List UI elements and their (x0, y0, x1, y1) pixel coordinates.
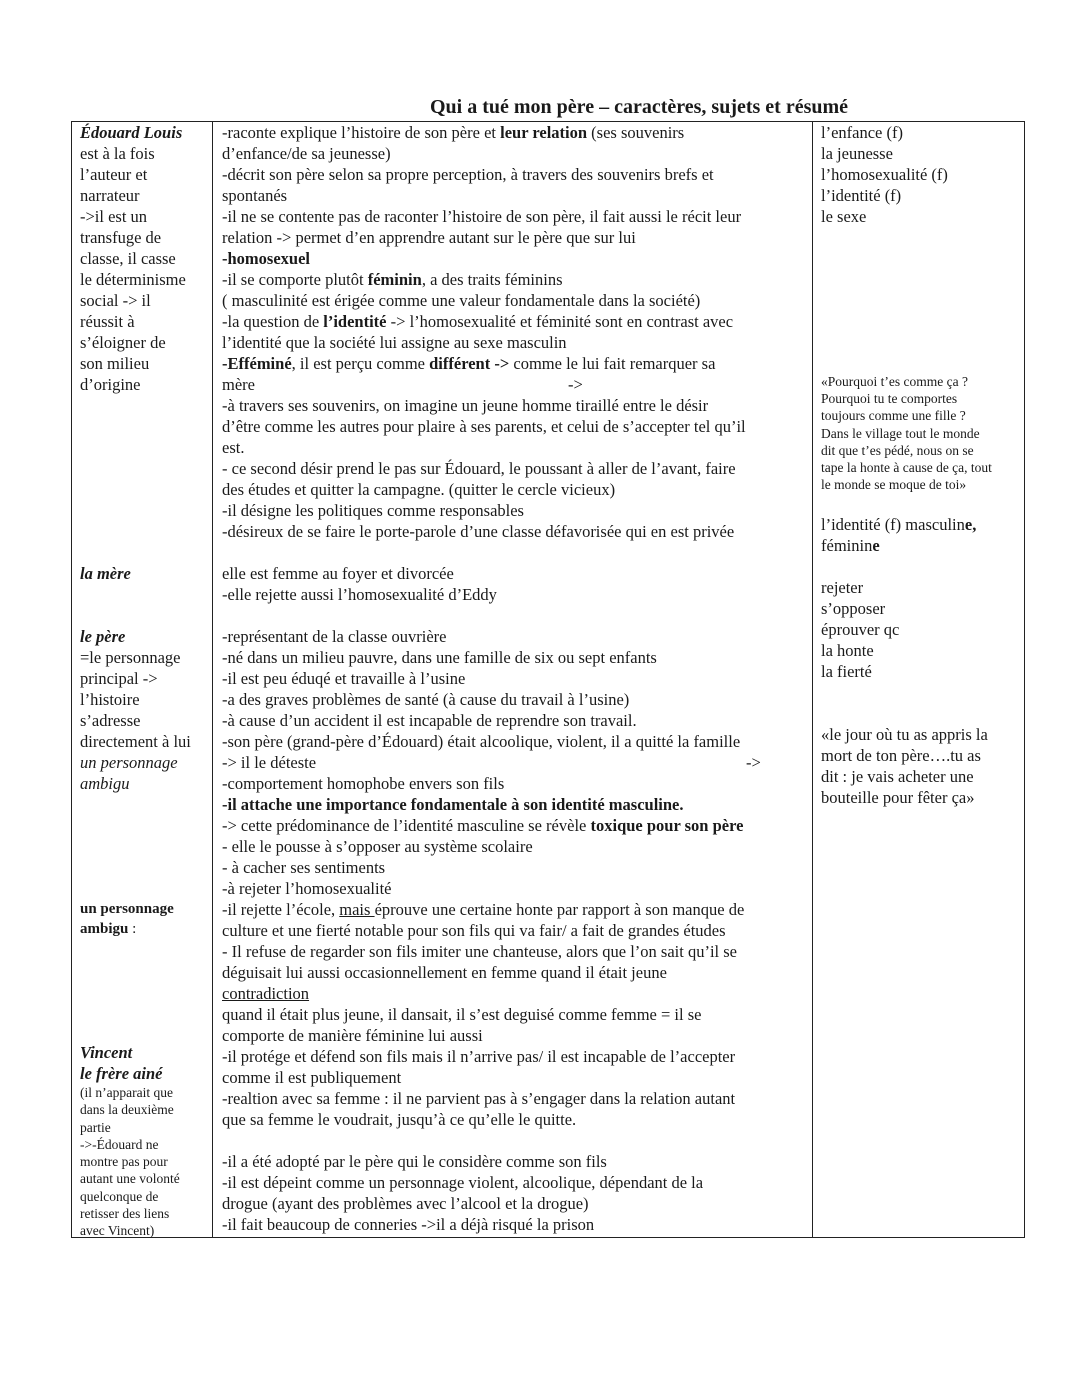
vocab-list-1: l’enfance (f) la jeunesse l’homosexualité (f) l’identité (f) le sexe (821, 123, 948, 226)
page-title: Qui a tué mon père – caractères, sujets et résumé (430, 96, 849, 118)
pere-description: -représentant de la classe ouvrière -né dans un milieu pauvre, dans une famille de six ou sept enfants -il est peu éduqé et travaille à l’usine -a des graves problèmes de santé (à cause du travail à l’usine) -à cause d’un accident il est incapable de reprendre son travail. -son père (grand-père d’Édouard) était alcoolique, violent, il a quitté la famille -> il le déteste -> -comportement homophobe envers son fils -il attache une importance fondamentale à son identité masculine. -> cette prédominance de l’identité masculine se révèle toxique pour son père - elle le pousse à s’opposer au système scolaire - à cacher ses sentiments -à rejeter l’homosexualité -il rejette l’école, mais éprouve une certaine honte par rapport à son manque de culture et une fierté notable pour son fils qui va fair/ a fait de grandes études - Il refuse de regarder son fils imiter une chanteuse, alors que l’on sait qu’il se déguisait lui aussi occasionnellement en femme quand il était jeune contradiction quand il était plus jeune, il dansait, il s’est deguisé comme femme = il se comporte de manière féminine lui aussi -il protége et défend son fils mais il n’arrive pas/ il est incapable de l’accepter comme il est publiquement -realtion avec sa femme : il ne parvient pas à s’engager dans la relation autant que sa femme le voudrait, jusqu’à ce qu’elle le quitte. (222, 626, 810, 1130)
mere-description: elle est femme au foyer et divorcée -elle rejette aussi l’homosexualité d’Eddy (222, 564, 497, 604)
vincent-description: -il a été adopté par le père qui le considère comme son fils -il est dépeint comme un personnage violent, alcoolique, dépendant de la drogue (ayant des problèmes avec l’alcool et la drogue) -il fait beaucoup de conneries ->il a déjà risqué la prison (222, 1152, 704, 1234)
pere-name: le père (80, 627, 126, 646)
quote-pere: «le jour où tu as appris la mort de ton père….tu as dit : je vais acheter une bouteille pour fêter ça» (821, 725, 988, 807)
arrow-mere: -> (568, 375, 583, 394)
vocab-identite: l’identité (f) masculine, féminine (821, 515, 977, 555)
edouard-block: Édouard Louis est à la fois l’auteur et narrateur ->il est un transfuge de classe, il casse le déterminisme social -> il réussit à s’éloigner de son milieu d’origine (80, 122, 208, 395)
contradiction-label: contradiction (222, 984, 310, 1003)
ambigu-block: un personnage ambigu : (80, 901, 174, 937)
quote-mere: «Pourquoi t’es comme ça ? Pourquoi tu te comportes toujours comme une fille ? Dans le village tout le monde dit que t’es pédé, nous on se tape la honte à cause de ça, tout le monde se moque de toi» (821, 374, 992, 493)
vincent-name: Vincent (80, 1043, 133, 1062)
pere-block: le père =le personnage principal -> l’histoire s’adresse directement à lui un personnage ambigu (80, 626, 208, 794)
description-column (213, 122, 813, 1237)
mere-name: la mère (80, 564, 131, 583)
vocabulary-column (813, 122, 1024, 1237)
summary-table (71, 121, 1025, 1238)
edouard-name: Édouard Louis (80, 123, 183, 142)
arrow-pere: -> (746, 753, 761, 772)
characters-column (72, 122, 213, 1237)
vincent-block: Vincent le frère ainé (il n’apparait que dans la deuxième partie ->-Édouard ne montre pas pour autant une volonté quelconque de retisser des liens avec Vincent) (80, 1042, 208, 1240)
edouard-description: -raconte explique l’histoire de son père et leur relation (ses souvenirs d’enfance/de sa jeunesse) -décrit son père selon sa propre perception, à travers des souvenirs brefs et spontanés -il ne se contente pas de raconter l’histoire de son père, il fait aussi le récit leur relation -> permet d’en apprendre autant sur le père que sur lui -homosexuel -il se comporte plutôt féminin, a des traits féminins ( masculinité est érigée comme une valeur fondamentale dans la société) -la question de l’identité -> l’homosexualité et féminité sont en contrast avec l’identité que la société lui assigne au sexe masculin -Efféminé, il est perçu comme différent -> comme le lui fait remarquer sa mère -> -à travers ses souvenirs, on imagine un jeune homme tiraillé entre le désir d’être comme les autres pour plaire à ses parents, et celui de s’accepter tel qu’il est. - ce second désir prend le pas sur Édouard, le poussant à aller de l’avant, faire des études et quitter la campagne. (quitter le cercle vicieux) -il désigne les politiques comme responsables -désireux de se faire le porte-parole d’une classe défavorisée qui en est privée (222, 123, 746, 541)
mere-block (80, 563, 208, 584)
vincent-note: (il n’apparait que dans la deuxième partie ->-Édouard ne montre pas pour autant une volonté quelconque de retisser des liens avec Vincent) (80, 1085, 180, 1239)
vocab-list-2: rejeter s’opposer éprouver qc la honte la fierté (821, 578, 900, 681)
